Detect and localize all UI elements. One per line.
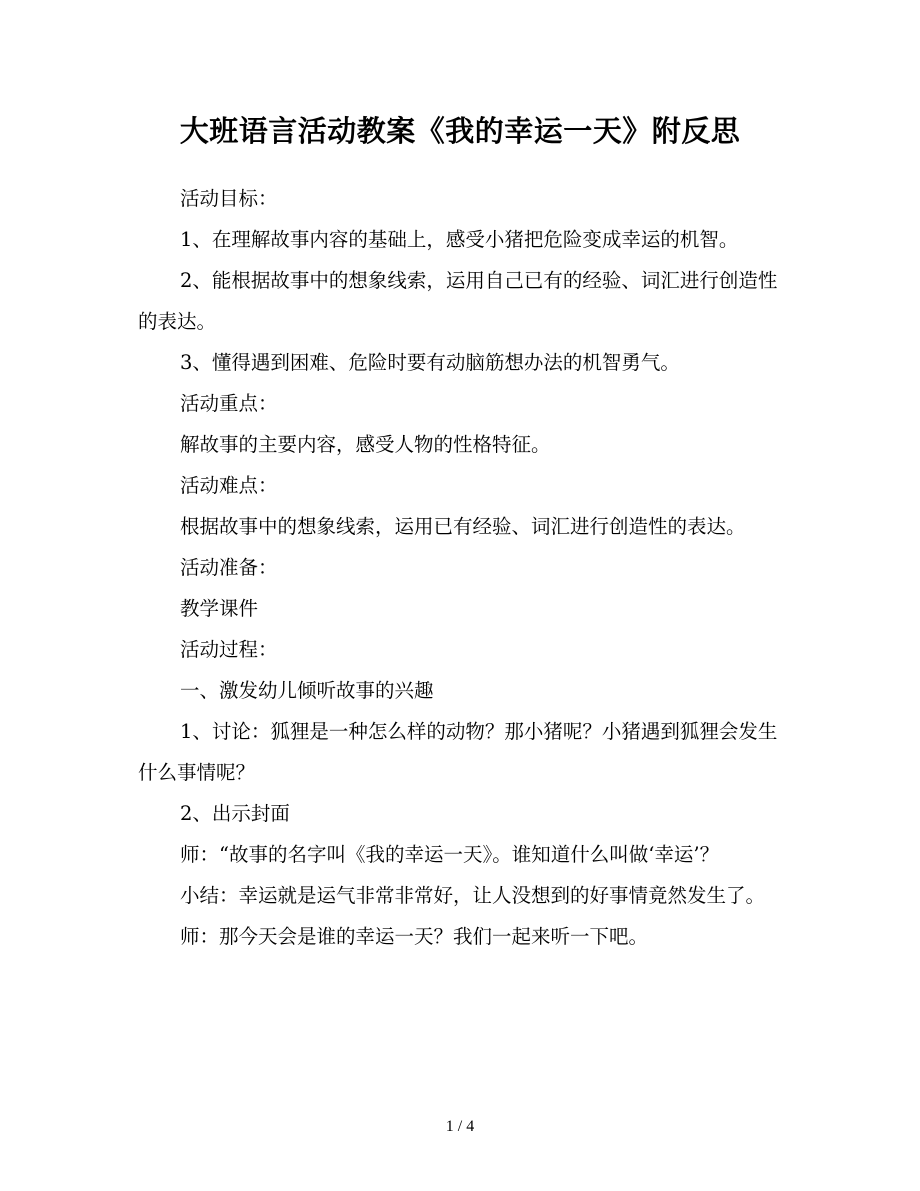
- paragraph: 活动重点：: [180, 392, 278, 415]
- paragraph: 根据故事中的想象线索，运用已有经验、词汇进行创造性的表达。: [180, 515, 746, 538]
- document-title: 大班语言活动教案《我的幸运一天》附反思: [179, 114, 741, 148]
- paragraph: 活动过程：: [180, 638, 278, 661]
- paragraph: 师：“故事的名字叫《我的幸运一天》。谁知道什么叫做‘幸运’？: [180, 843, 720, 866]
- paragraph: 活动准备：: [180, 556, 278, 579]
- paragraph: 2、能根据故事中的想象线索，运用自己已有的经验、词汇进行创造性的表达。: [138, 269, 778, 333]
- paragraph: 教学课件: [180, 597, 259, 620]
- paragraph: 2、出示封面: [180, 802, 290, 825]
- paragraph: 活动难点：: [180, 474, 278, 497]
- paragraph: 师：那今天会是谁的幸运一天？我们一起来听一下吧。: [180, 925, 649, 948]
- paragraph: 小结：幸运就是运气非常非常好，让人没想到的好事情竟然发生了。: [180, 884, 766, 907]
- paragraph: 解故事的主要内容，感受人物的性格特征。: [180, 433, 551, 456]
- paragraph: 3、懂得遇到困难、危险时要有动脑筋想办法的机智勇气。: [180, 351, 680, 374]
- paragraph: 活动目标：: [180, 187, 278, 210]
- document-body: [138, 178, 788, 957]
- paragraph: 1、讨论：狐狸是一种怎么样的动物？那小猪呢？小猪遇到狐狸会发生什么事情呢？: [138, 720, 778, 784]
- paragraph: 1、在理解故事内容的基础上，感受小猪把危险变成幸运的机智。: [180, 228, 739, 251]
- page-number: 1 / 4: [445, 1118, 475, 1135]
- paragraph: 一、激发幼儿倾听故事的兴趣: [180, 679, 434, 702]
